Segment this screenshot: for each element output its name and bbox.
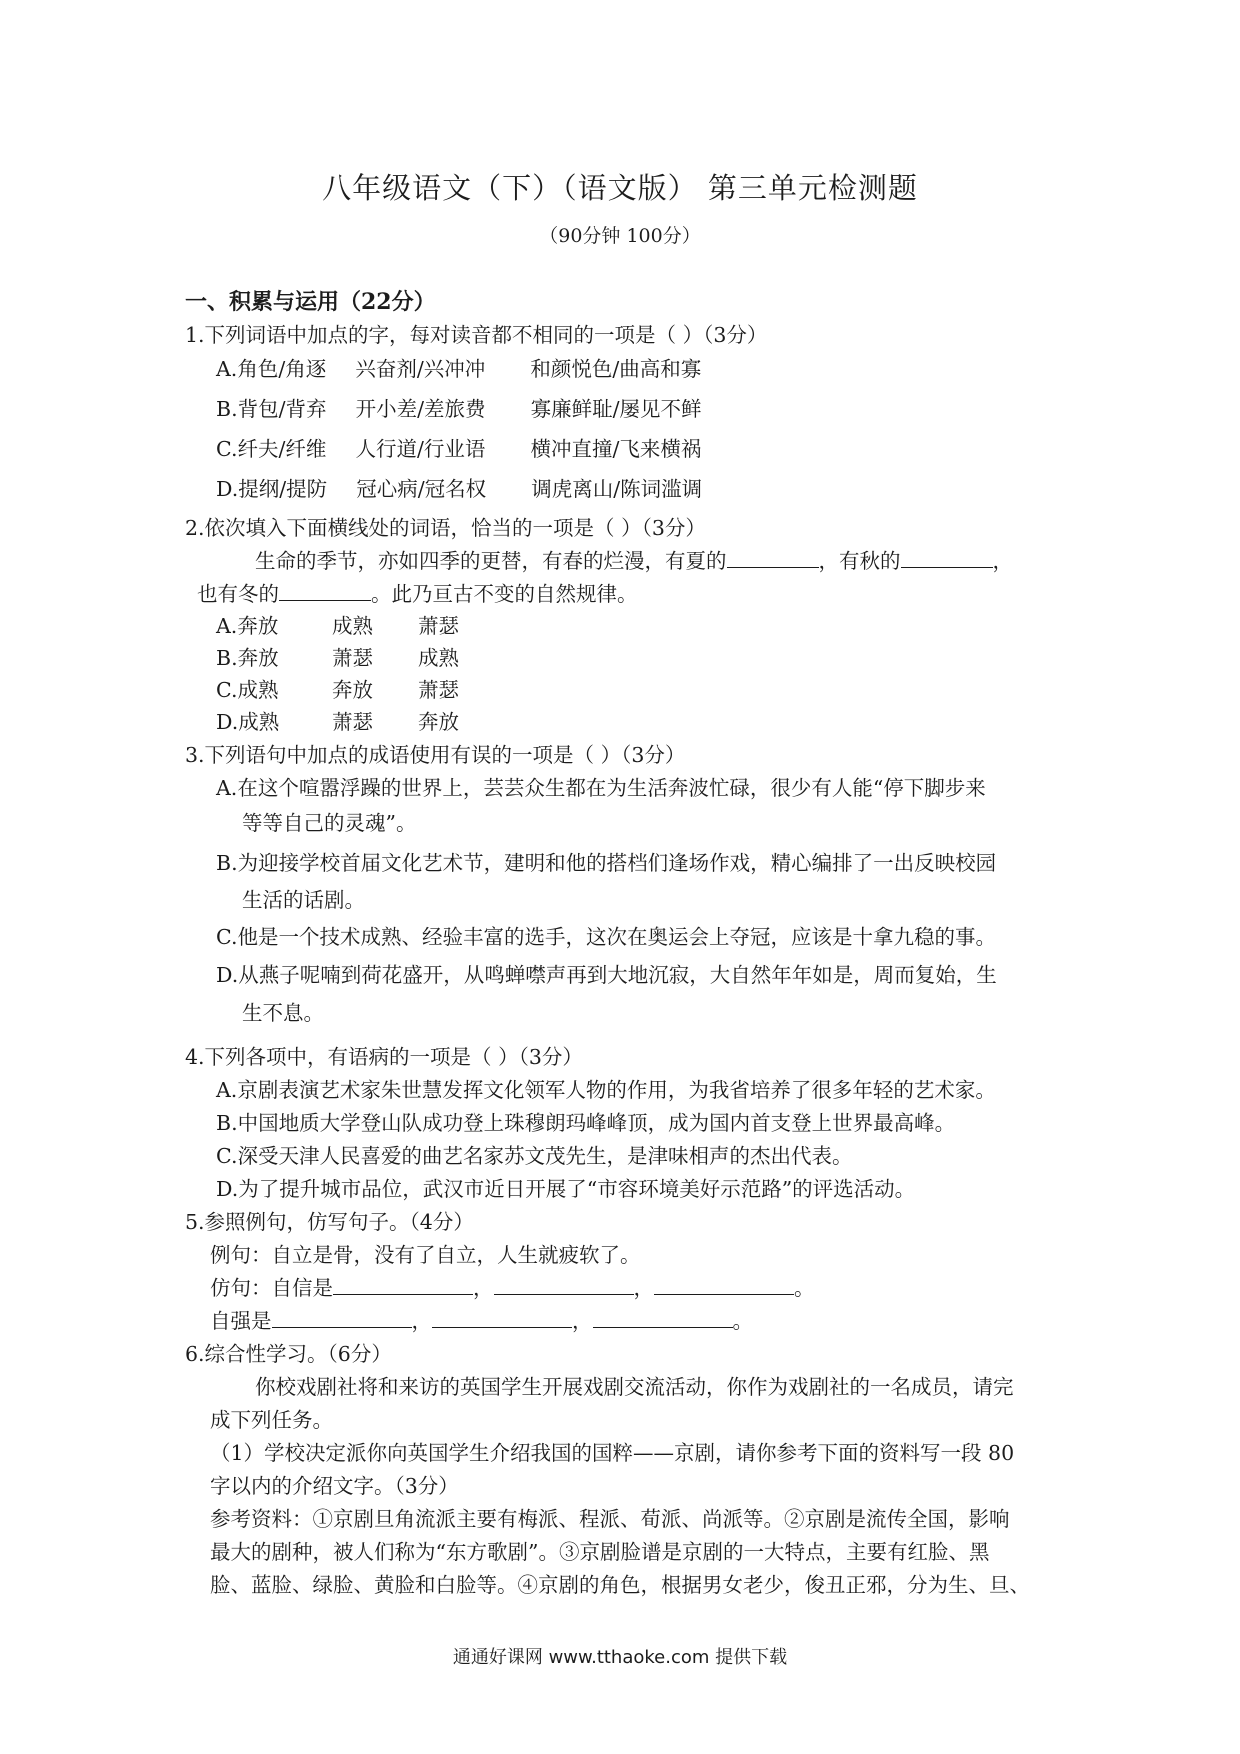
answer-blank[interactable] bbox=[654, 1274, 794, 1295]
answer-blank[interactable] bbox=[432, 1307, 572, 1328]
q3-option-b-line1: B.为迎接学校首届文化艺术节，建明和他的搭档们逢场作戏，精心编排了一出反映校园 bbox=[216, 851, 997, 875]
blank-2[interactable] bbox=[901, 547, 993, 568]
q6-intro-line1: 你校戏剧社将和来访的英国学生开展戏剧交流活动，你作为戏剧社的一名成员，请完 bbox=[255, 1375, 1014, 1399]
q3-option-a-line1: A.在这个喧嚣浮躁的世界上，芸芸众生都在为生活奔波忙碌，很少有人能“停下脚步来 bbox=[216, 776, 986, 800]
blank-3[interactable] bbox=[279, 580, 371, 601]
answer-blank[interactable] bbox=[494, 1274, 634, 1295]
q3-stem: 3.下列语句中加点的成语使用有误的一项是（ ）（3分） bbox=[185, 743, 686, 767]
q5-imitate-line1: 仿句：自信是 ， ， 。 bbox=[210, 1276, 815, 1300]
q4-stem: 4.下列各项中，有语病的一项是（ ）（3分） bbox=[185, 1045, 583, 1069]
page-title: 八年级语文（下）（语文版） 第三单元检测题 bbox=[322, 171, 918, 205]
answer-blank[interactable] bbox=[272, 1307, 412, 1328]
q2-option-d: D.成熟 萧瑟 奔放 bbox=[216, 710, 459, 734]
q1-option-b: B.背包/背弃 开小差/差旅费 寡廉鲜耻/屡见不鲜 bbox=[216, 397, 702, 421]
q6-reference-line1: 参考资料：①京剧旦角流派主要有梅派、程派、荀派、尚派等。②京剧是流传全国，影响 bbox=[210, 1507, 1010, 1531]
section-heading: 一、积累与运用（22分） bbox=[185, 289, 436, 315]
q2-option-b: B.奔放 萧瑟 成熟 bbox=[216, 646, 459, 670]
q1-option-d: D.提纲/提防 冠心病/冠名权 调虎离山/陈词滥调 bbox=[216, 477, 703, 501]
q3-option-d-line2: 生不息。 bbox=[242, 1001, 324, 1025]
q5-example: 例句：自立是骨，没有了自立，人生就疲软了。 bbox=[210, 1243, 641, 1267]
q5-stem: 5.参照例句，仿写句子。（4分） bbox=[185, 1210, 474, 1234]
q4-option-a: A.京剧表演艺术家朱世慧发挥文化领军人物的作用，为我省培养了很多年轻的艺术家。 bbox=[216, 1078, 996, 1102]
page-subtitle: （90分钟 100分） bbox=[539, 225, 701, 247]
q5-imitate-line2: 自强是 ， ， 。 bbox=[210, 1309, 753, 1333]
q3-option-d-line1: D.从燕子呢喃到荷花盛开，从鸣蝉噤声再到大地沉寂，大自然年年如是，周而复始，生 bbox=[216, 963, 997, 987]
q6-stem: 6.综合性学习。（6分） bbox=[185, 1342, 392, 1366]
q4-option-c: C.深受天津人民喜爱的曲艺名家苏文茂先生，是津味相声的杰出代表。 bbox=[216, 1144, 853, 1168]
q4-option-d: D.为了提升城市品位，武汉市近日开展了“市容环境美好示范路”的评选活动。 bbox=[216, 1177, 916, 1201]
q2-passage-line2: 也有冬的 。此乃亘古不变的自然规律。 bbox=[197, 582, 638, 606]
answer-blank[interactable] bbox=[333, 1274, 473, 1295]
q2-stem: 2.依次填入下面横线处的词语，恰当的一项是（ ）（3分） bbox=[185, 516, 706, 540]
q1-stem: 1.下列词语中加点的字，每对读音都不相同的一项是（ ）（3分） bbox=[185, 323, 768, 347]
q6-task1-line1: （1）学校决定派你向英国学生介绍我国的国粹——京剧，请你参考下面的资料写一段 80 bbox=[210, 1441, 1015, 1465]
q2-passage-line1: 生命的季节，亦如四季的更替，有春的烂漫，有夏的 ，有秋的 ， bbox=[255, 549, 1013, 573]
q1-option-c: C.纤夫/纤维 人行道/行业语 横冲直撞/飞来横祸 bbox=[216, 437, 702, 461]
footer-watermark: 通通好课网 www.tthaoke.com 提供下载 bbox=[452, 1647, 788, 1668]
q1-option-a: A.角色/角逐 兴奋剂/兴冲冲 和颜悦色/曲高和寡 bbox=[216, 357, 702, 381]
q4-option-b: B.中国地质大学登山队成功登上珠穆朗玛峰峰顶，成为国内首支登上世界最高峰。 bbox=[216, 1111, 956, 1135]
q6-intro-line2: 成下列任务。 bbox=[210, 1408, 333, 1432]
q6-reference-line3: 脸、蓝脸、绿脸、黄脸和白脸等。④京剧的角色，根据男女老少，俊丑正邪，分为生、旦、 bbox=[210, 1573, 1030, 1597]
answer-blank[interactable] bbox=[593, 1307, 733, 1328]
q6-reference-line2: 最大的剧种，被人们称为“东方歌剧”。③京剧脸谱是京剧的一大特点，主要有红脸、黑 bbox=[210, 1540, 990, 1564]
q3-option-a-line2: 等等自己的灵魂”。 bbox=[242, 811, 417, 835]
q6-task1-line2: 字以内的介绍文字。（3分） bbox=[210, 1474, 459, 1498]
q2-option-a: A.奔放 成熟 萧瑟 bbox=[216, 614, 459, 638]
blank-1[interactable] bbox=[727, 547, 819, 568]
q3-option-b-line2: 生活的话剧。 bbox=[242, 888, 365, 912]
q3-option-c: C.他是一个技术成熟、经验丰富的选手，这次在奥运会上夺冠，应该是十拿九稳的事。 bbox=[216, 925, 996, 949]
q2-option-c: C.成熟 奔放 萧瑟 bbox=[216, 678, 459, 702]
